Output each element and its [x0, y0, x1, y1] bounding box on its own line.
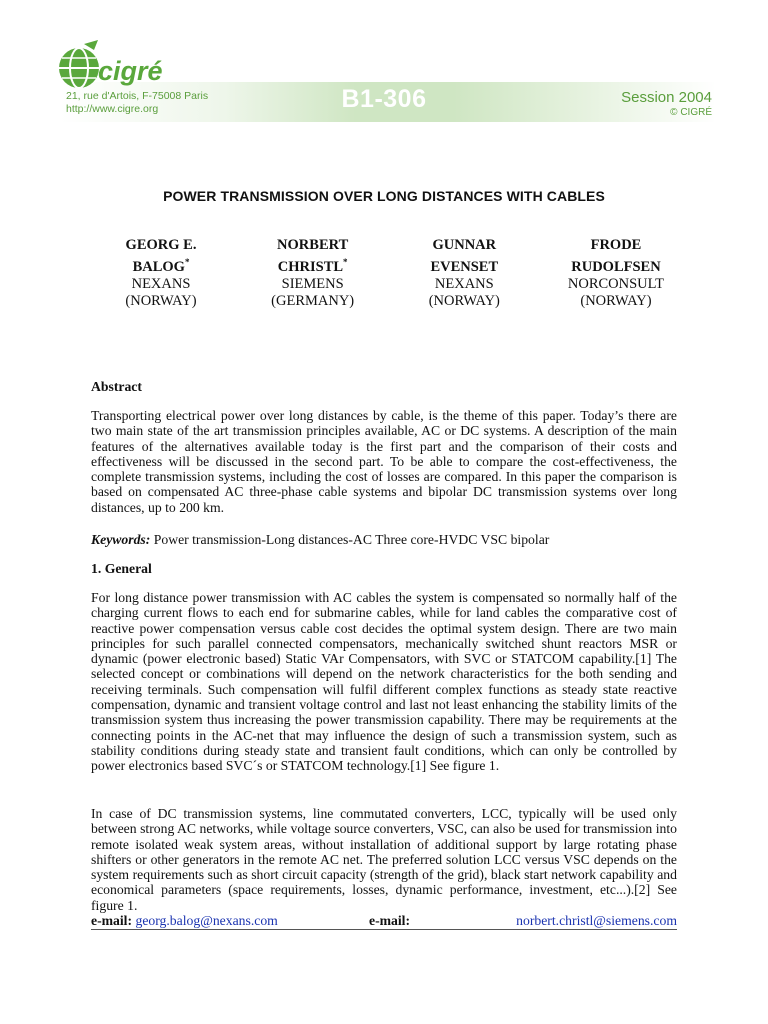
footer-rule — [91, 929, 677, 930]
author-block — [91, 237, 231, 310]
paper-title: POWER TRANSMISSION OVER LONG DISTANCES WITH CABLES — [163, 188, 605, 204]
email-footer — [91, 913, 677, 929]
author-first-name: GUNNAR — [432, 237, 497, 253]
author-last-name: RUDOLFSEN — [571, 258, 661, 275]
copyright-label: © CIGRÉ — [670, 107, 712, 118]
author-company: NEXANS — [434, 275, 494, 292]
author-last-name: EVENSET — [430, 258, 499, 275]
abstract-heading: Abstract — [91, 379, 142, 394]
author-last-name: BALOG* — [132, 257, 190, 275]
email-link[interactable]: norbert.christl@siemens.com — [516, 913, 677, 928]
paper-id: B1-306 — [341, 85, 427, 113]
session-block — [621, 89, 712, 118]
address-line: 21, rue d'Artois, F-75008 Paris — [66, 90, 209, 102]
author-block — [243, 237, 383, 310]
author-first-name: FRODE — [590, 237, 642, 253]
author-country: (NORWAY) — [428, 292, 500, 309]
body-paragraph: In case of DC transmission systems, line commutated converters, LCC, typically will be used only between strong AC networks, while voltage source converters, VSC, can also be used for transmission into remote isolated weak system areas, without installation of additional support by large rotating phase shifters or other generators in the remote AC net. The preferred solution LCC versus VSC depends on the system requirements such as short circuit capacity (strength of the grid), black start network capability and economical parameters (space requirements, losses, dynamic performance, investment, etc...).[2] See figure 1. — [91, 806, 677, 913]
author-country: (GERMANY) — [271, 292, 355, 309]
author-list — [91, 237, 686, 310]
section-heading: 1. General — [91, 561, 152, 576]
email-label: e-mail: — [369, 913, 411, 928]
keywords-label: Keywords: — [91, 532, 151, 547]
author-company: NEXANS — [131, 275, 191, 292]
author-first-name: NORBERT — [277, 237, 349, 253]
email-link[interactable]: georg.balog@nexans.com — [135, 913, 278, 928]
website-link[interactable]: http://www.cigre.org — [66, 103, 159, 115]
logo-wordmark: cigré — [98, 56, 163, 86]
corresponding-mark: * — [184, 257, 190, 267]
author-country: (NORWAY) — [580, 292, 652, 309]
abstract-text: Transporting electrical power over long distances by cable, is the theme of this paper. Today’s there are two main state of the art transmission principles available, AC or DC systems. A description of the main features of the alternatives available today is the first part and the comparison of their costs and effectiveness will be discussed in the second part. To be able to compare the cost-effectiveness, the complete transmission systems, including the cost of losses are compared. In this paper the comparison is based on compensated AC three-phase cable systems and bipolar DC transmission systems over long distances, up to 200 km. — [91, 408, 677, 515]
author-last-name: CHRISTL* — [277, 257, 348, 275]
email-label: e-mail: — [91, 913, 133, 928]
author-company: SIEMENS — [281, 275, 344, 292]
keywords-line — [91, 532, 677, 547]
author-company: NORCONSULT — [567, 275, 665, 292]
author-block — [546, 237, 686, 310]
body-paragraph: For long distance power transmission with AC cables the system is compensated so normally half of the charging current flows to each end for submarine cables, while for land cables the comparative cost of reactive power compensation versus cable cost decides the optimal system design. There are two main principles for such parallel connected compensators, mechanically switched shunt reactors MSR or dynamic (power electronic based) Static VAr Compensators, with SVC or STATCOM capability.[1] The selected concept or combinations will depend on the network characteristics for the both sending and receiving terminals. Such compensation will fulfil different complex functions as steady state reactive compensation, dynamic and transient voltage control and last not least enhancing the stability limits of the transmission system thus increasing the power transmission capability. There may be requirements at the connecting points in the AC-net that may influence the design of such a transmission system, such as stability conditions during steady state and transient fault conditions, which can only be controlled by power electronics based SVC´s or STATCOM technology.[1] See figure 1. — [91, 590, 677, 774]
keywords-text: Power transmission-Long distances-AC Three core-HVDC VSC bipolar — [153, 532, 550, 547]
author-country: (NORWAY) — [125, 292, 197, 309]
corresponding-mark: * — [343, 257, 348, 267]
session-label: Session 2004 — [621, 89, 712, 106]
author-first-name: GEORG E. — [125, 237, 197, 253]
author-block — [394, 237, 534, 310]
